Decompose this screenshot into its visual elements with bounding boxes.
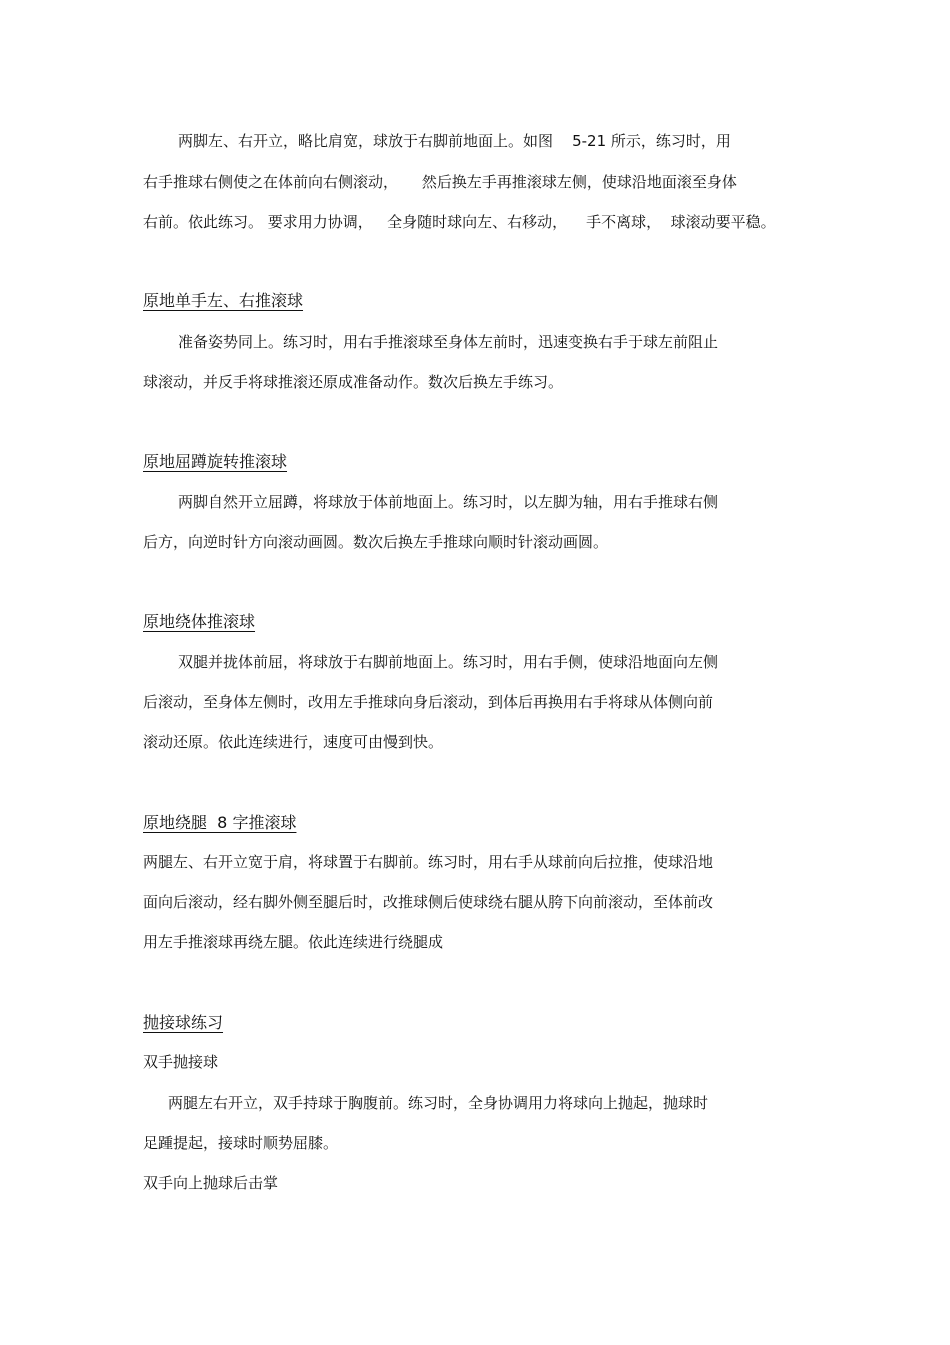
section-heading: 原地单手左、右推滚球 — [143, 291, 304, 310]
paragraph-line: 两腿左右开立，双手持球于胸腹前。练习时，全身协调用力将球向上抛起，抛球时 — [168, 1094, 709, 1112]
section-heading: 原地绕体推滚球 — [143, 612, 256, 631]
paragraph-line: 滚动还原。依此连续进行，速度可由慢到快。 — [143, 733, 444, 751]
section-heading: 原地屈蹲旋转推滚球 — [143, 452, 288, 471]
paragraph-line: 准备姿势同上。练习时，用右手推滚球至身体左前时，迅速变换右手于球左前阻止 — [178, 333, 719, 351]
intro-line-3: 右前。依此练习。 要求用力协调， 全身随时球向左、右移动， 手不离球， 球滚动要平稳。 — [143, 213, 776, 231]
intro-line-2: 右手推球右侧使之在体前向右侧滚动， 然后换左手再推滚球左侧，使球沿地面滚至身体 — [143, 173, 737, 191]
paragraph-line: 足踵提起，接球时顺势屈膝。 — [143, 1134, 339, 1152]
paragraph-line: 两脚自然开立屈蹲，将球放于体前地面上。练习时，以左脚为轴，用右手推球右侧 — [178, 493, 719, 511]
intro-line-1: 两脚左、右开立，略比肩宽，球放于右脚前地面上。如图 5-21 所示，练习时，用 — [178, 132, 731, 150]
paragraph-line: 后方，向逆时针方向滚动画圆。数次后换左手推球向顺时针滚动画圆。 — [143, 533, 609, 551]
paragraph-line: 球滚动，并反手将球推滚还原成准备动作。数次后换左手练习。 — [143, 373, 564, 391]
subheading: 双手向上抛球后击掌 — [143, 1174, 279, 1192]
paragraph-line: 后滚动，至身体左侧时，改用左手推球向身后滚动，到体后再换用右手将球从体侧向前 — [143, 693, 714, 711]
paragraph-line: 面向后滚动，经右脚外侧至腿后时，改推球侧后使球绕右腿从胯下向前滚动，至体前改 — [143, 893, 714, 911]
paragraph-line: 双腿并拢体前屈，将球放于右脚前地面上。练习时，用右手侧，使球沿地面向左侧 — [178, 653, 719, 671]
section-heading: 原地绕腿 8 字推滚球 — [143, 813, 297, 832]
paragraph-line: 两腿左、右开立宽于肩，将球置于右脚前。练习时，用右手从球前向后拉推，使球沿地 — [143, 853, 714, 871]
section-heading: 抛接球练习 — [143, 1013, 224, 1032]
subheading: 双手抛接球 — [143, 1053, 219, 1071]
paragraph-line: 用左手推滚球再绕左腿。依此连续进行绕腿成 — [143, 933, 444, 951]
